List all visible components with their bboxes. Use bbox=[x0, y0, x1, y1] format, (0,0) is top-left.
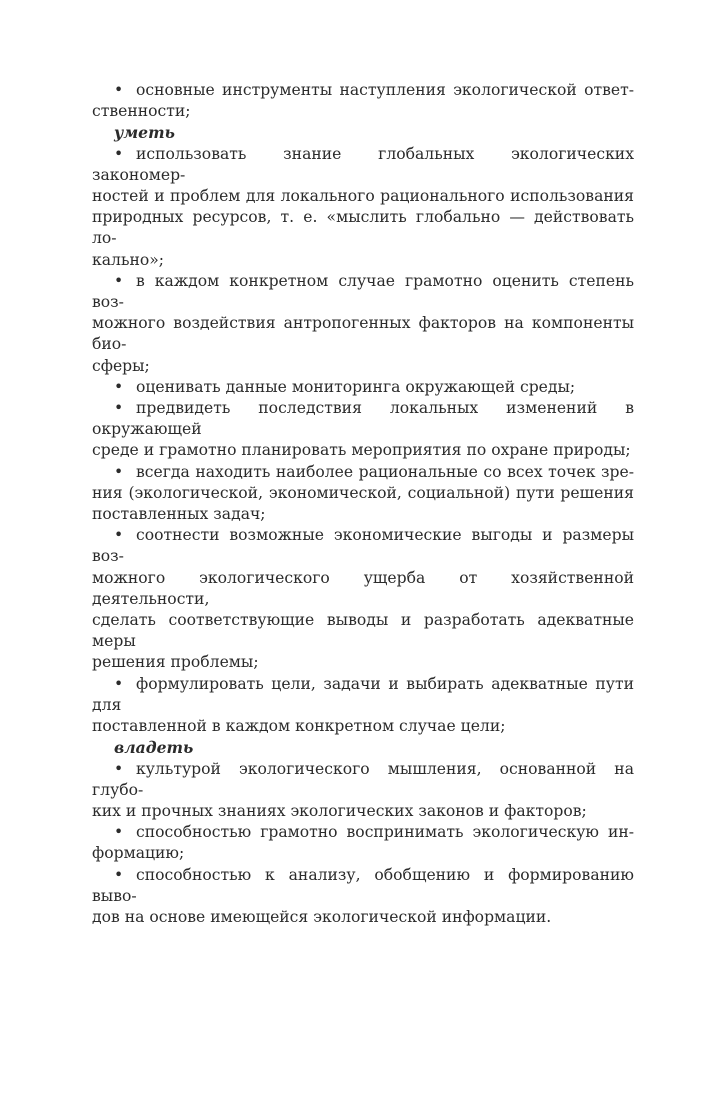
text-line: сделать соответствующие выводы и разработать адекватные меры bbox=[92, 611, 634, 651]
line-text: оценивать данные мониторинга окружающей среды; bbox=[136, 377, 576, 396]
text-line: кально»; bbox=[92, 250, 165, 269]
text-line: дов на основе имеющейся экологической информации. bbox=[92, 907, 552, 926]
text-line: поставленных задач; bbox=[92, 505, 266, 524]
line-text: предвидеть последствия локальных изменений в окружающей bbox=[92, 399, 634, 439]
list-item bbox=[92, 80, 634, 122]
line-text: в каждом конкретном случае грамотно оценить степень воз- bbox=[92, 271, 634, 312]
list-item bbox=[92, 144, 634, 271]
line-text: основные инструменты наступления экологической ответ- bbox=[136, 81, 634, 99]
text-line: ния (экологической, экономической, социальной) пути решения bbox=[92, 483, 634, 502]
bullet-icon: • bbox=[114, 377, 124, 396]
bullet-icon: • bbox=[114, 759, 124, 778]
text-line bbox=[92, 80, 634, 101]
text-line: поставленной в каждом конкретном случае цели; bbox=[92, 717, 506, 736]
list-item bbox=[92, 525, 634, 673]
text-line: ностей и проблем для локального рационального использования bbox=[92, 187, 634, 206]
bullet-icon: • bbox=[114, 81, 124, 99]
bullet-icon: • bbox=[114, 144, 124, 163]
text-line: формацию; bbox=[92, 844, 185, 863]
text-line: природных ресурсов, т. е. «мыслить глобально — действовать ло- bbox=[92, 208, 634, 248]
text-line: среде и грамотно планировать мероприятия по охране природы; bbox=[92, 441, 631, 460]
line-text: всегда находить наиболее рациональные со всех точек зре- bbox=[136, 462, 634, 481]
list-item bbox=[92, 377, 634, 398]
competency-list bbox=[92, 80, 634, 928]
text-line: ких и прочных знаниях экологических законов и факторов; bbox=[92, 801, 587, 820]
list-item bbox=[92, 674, 634, 738]
text-line bbox=[92, 759, 634, 801]
line-text: способностью к анализу, обобщению и формированию выво- bbox=[92, 865, 634, 905]
text-line: ственности; bbox=[92, 102, 191, 121]
bullet-icon: • bbox=[114, 865, 124, 884]
section-heading: уметь bbox=[114, 123, 175, 143]
bullet-icon: • bbox=[114, 271, 124, 290]
text-line bbox=[92, 865, 634, 907]
list-item bbox=[92, 462, 634, 526]
list-item bbox=[92, 759, 634, 823]
section-heading: владеть bbox=[114, 738, 194, 758]
text-line: сферы; bbox=[92, 356, 150, 375]
line-text: использовать знание глобальных экологических закономер- bbox=[92, 144, 634, 184]
text-line bbox=[92, 398, 634, 440]
bullet-icon: • bbox=[114, 399, 124, 418]
text-line bbox=[92, 377, 634, 398]
list-item bbox=[92, 271, 634, 377]
line-text: способностью грамотно воспринимать экологическую ин- bbox=[136, 823, 634, 842]
text-line bbox=[92, 462, 634, 483]
bullet-icon: • bbox=[114, 462, 124, 481]
line-text: соотнести возможные экономические выгоды и размеры воз- bbox=[92, 526, 634, 566]
text-line: решения проблемы; bbox=[92, 653, 259, 672]
text-line: можного воздействия антропогенных факторов на компоненты био- bbox=[92, 314, 634, 354]
line-text: культурой экологического мышления, основанной на глубо- bbox=[92, 759, 634, 799]
text-line bbox=[92, 271, 634, 313]
bullet-icon: • bbox=[114, 526, 124, 545]
text-line bbox=[92, 525, 634, 567]
text-line bbox=[92, 144, 634, 186]
list-item bbox=[92, 865, 634, 929]
bullet-icon: • bbox=[114, 674, 124, 693]
list-item bbox=[92, 822, 634, 864]
bullet-icon: • bbox=[114, 823, 124, 842]
text-line: можного экологического ущерба от хозяйственной деятельности, bbox=[92, 568, 634, 608]
text-line bbox=[92, 674, 634, 716]
list-item bbox=[92, 398, 634, 462]
line-text: формулировать цели, задачи и выбирать адекватные пути для bbox=[92, 674, 634, 714]
text-line bbox=[92, 822, 634, 843]
